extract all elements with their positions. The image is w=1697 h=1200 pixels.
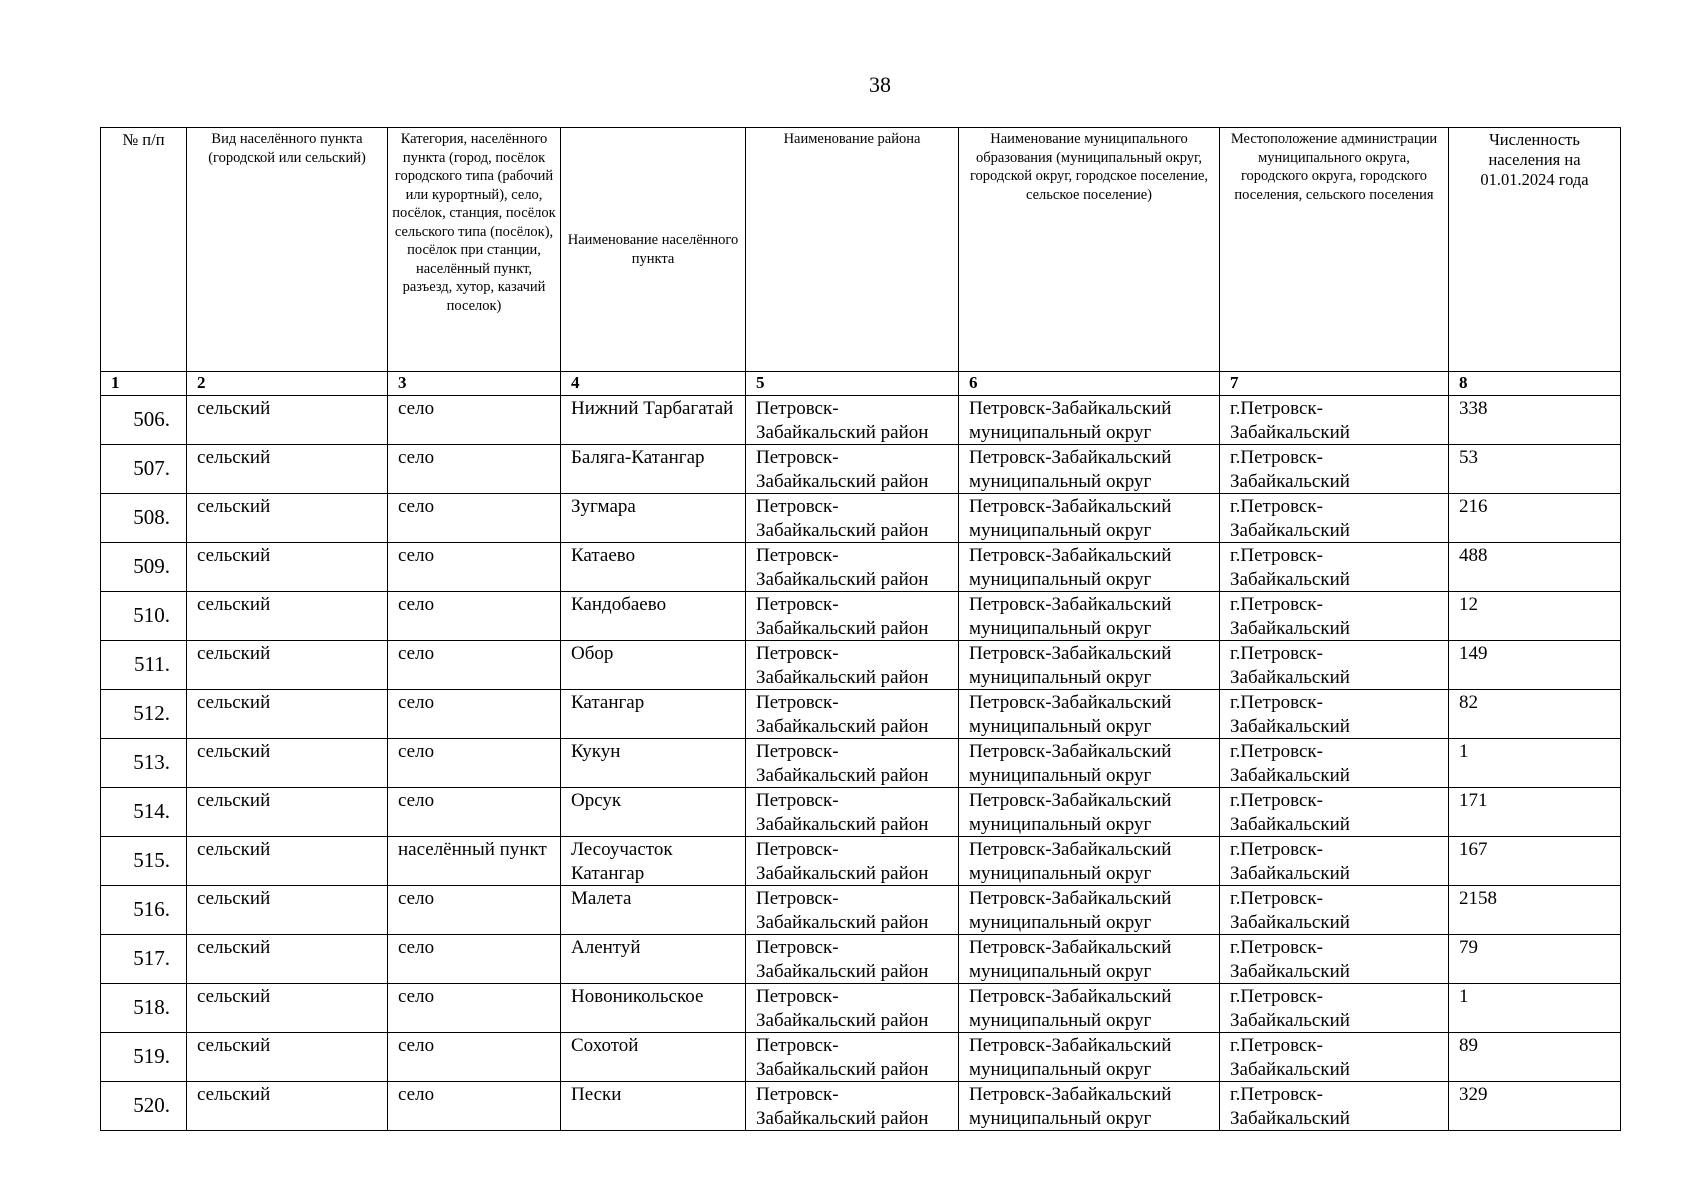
administration-location-cell: г.Петровск-Забайкальский — [1220, 886, 1449, 935]
column-numbers-row — [101, 372, 1621, 396]
table-body — [101, 396, 1621, 1131]
population-cell: 488 — [1449, 543, 1621, 592]
district-cell: Петровск-Забайкальский район — [746, 641, 959, 690]
settlement-category-cell: село — [388, 396, 561, 445]
row-number-cell: 509. — [101, 543, 187, 592]
municipality-cell: Петровск-Забайкальский муниципальный округ — [959, 641, 1220, 690]
district-cell: Петровск-Забайкальский район — [746, 592, 959, 641]
settlement-type-cell: сельский — [187, 1033, 388, 1082]
row-number-cell: 516. — [101, 886, 187, 935]
table-header — [101, 128, 1621, 396]
administration-location-cell: г.Петровск-Забайкальский — [1220, 543, 1449, 592]
district-cell: Петровск-Забайкальский район — [746, 739, 959, 788]
municipality-cell: Петровск-Забайкальский муниципальный округ — [959, 886, 1220, 935]
row-number-cell: 520. — [101, 1082, 187, 1131]
settlement-name-cell: Новоникольское — [561, 984, 746, 1033]
population-cell: 149 — [1449, 641, 1621, 690]
administration-location-cell: г.Петровск-Забайкальский — [1220, 788, 1449, 837]
settlement-type-cell: сельский — [187, 837, 388, 886]
column-number: 2 — [187, 372, 388, 396]
settlement-name-cell: Баляга-Катангар — [561, 445, 746, 494]
table-row — [101, 396, 1621, 445]
row-number-cell: 515. — [101, 837, 187, 886]
settlement-type-cell: сельский — [187, 396, 388, 445]
settlement-category-cell: село — [388, 1033, 561, 1082]
settlement-category-cell: село — [388, 592, 561, 641]
population-cell: 82 — [1449, 690, 1621, 739]
population-cell: 89 — [1449, 1033, 1621, 1082]
row-number-cell: 507. — [101, 445, 187, 494]
settlement-category-cell: село — [388, 690, 561, 739]
population-cell: 167 — [1449, 837, 1621, 886]
district-cell: Петровск-Забайкальский район — [746, 543, 959, 592]
row-number-cell: 512. — [101, 690, 187, 739]
population-cell: 329 — [1449, 1082, 1621, 1131]
settlement-name-cell: Пески — [561, 1082, 746, 1131]
administration-location-cell: г.Петровск-Забайкальский — [1220, 690, 1449, 739]
row-number-cell: 510. — [101, 592, 187, 641]
district-cell: Петровск-Забайкальский район — [746, 837, 959, 886]
settlement-category-cell: село — [388, 739, 561, 788]
column-number: 4 — [561, 372, 746, 396]
settlement-category-cell: село — [388, 445, 561, 494]
settlement-category-cell: село — [388, 1082, 561, 1131]
header-row — [101, 128, 1621, 372]
administration-location-cell: г.Петровск-Забайкальский — [1220, 494, 1449, 543]
settlement-type-cell: сельский — [187, 1082, 388, 1131]
settlement-name-cell: Орсук — [561, 788, 746, 837]
municipality-cell: Петровск-Забайкальский муниципальный округ — [959, 984, 1220, 1033]
settlement-type-cell: сельский — [187, 935, 388, 984]
administration-location-cell: г.Петровск-Забайкальский — [1220, 935, 1449, 984]
settlement-name-cell: Малета — [561, 886, 746, 935]
settlement-category-cell: село — [388, 641, 561, 690]
settlement-name-cell: Сохотой — [561, 1033, 746, 1082]
column-number: 8 — [1449, 372, 1621, 396]
administration-location-cell: г.Петровск-Забайкальский — [1220, 739, 1449, 788]
settlement-name-cell: Алентуй — [561, 935, 746, 984]
settlement-type-cell: сельский — [187, 543, 388, 592]
administration-location-cell: г.Петровск-Забайкальский — [1220, 641, 1449, 690]
settlement-name-cell: Кандобаево — [561, 592, 746, 641]
row-number-cell: 508. — [101, 494, 187, 543]
district-cell: Петровск-Забайкальский район — [746, 935, 959, 984]
settlement-category-cell: село — [388, 788, 561, 837]
settlement-type-cell: сельский — [187, 984, 388, 1033]
settlements-table — [100, 127, 1621, 1131]
settlement-name-cell: Катангар — [561, 690, 746, 739]
table-row — [101, 935, 1621, 984]
district-cell: Петровск-Забайкальский район — [746, 984, 959, 1033]
column-number: 1 — [101, 372, 187, 396]
table-row — [101, 641, 1621, 690]
administration-location-cell: г.Петровск-Забайкальский — [1220, 1082, 1449, 1131]
district-cell: Петровск-Забайкальский район — [746, 1033, 959, 1082]
row-number-cell: 519. — [101, 1033, 187, 1082]
header-settlement-type: Вид населённого пункта (городской или сельский) — [187, 128, 388, 372]
settlement-type-cell: сельский — [187, 690, 388, 739]
row-number-cell: 511. — [101, 641, 187, 690]
district-cell: Петровск-Забайкальский район — [746, 886, 959, 935]
municipality-cell: Петровск-Забайкальский муниципальный округ — [959, 837, 1220, 886]
header-settlement-name: Наименование населённого пункта — [561, 128, 746, 372]
settlement-category-cell: село — [388, 935, 561, 984]
column-number: 5 — [746, 372, 959, 396]
header-municipality-name: Наименование муниципального образования (муниципальный округ, городской округ, городское поселение, сельское поселение) — [959, 128, 1220, 372]
administration-location-cell: г.Петровск-Забайкальский — [1220, 1033, 1449, 1082]
row-number-cell: 518. — [101, 984, 187, 1033]
settlement-type-cell: сельский — [187, 788, 388, 837]
table-row — [101, 739, 1621, 788]
settlement-type-cell: сельский — [187, 886, 388, 935]
row-number-cell: 506. — [101, 396, 187, 445]
population-cell: 53 — [1449, 445, 1621, 494]
population-cell: 2158 — [1449, 886, 1621, 935]
column-number: 3 — [388, 372, 561, 396]
district-cell: Петровск-Забайкальский район — [746, 690, 959, 739]
administration-location-cell: г.Петровск-Забайкальский — [1220, 445, 1449, 494]
settlement-name-cell: Обор — [561, 641, 746, 690]
population-cell: 79 — [1449, 935, 1621, 984]
header-district-name: Наименование района — [746, 128, 959, 372]
row-number-cell: 514. — [101, 788, 187, 837]
settlement-type-cell: сельский — [187, 592, 388, 641]
row-number-cell: 517. — [101, 935, 187, 984]
municipality-cell: Петровск-Забайкальский муниципальный округ — [959, 396, 1220, 445]
administration-location-cell: г.Петровск-Забайкальский — [1220, 396, 1449, 445]
table-row — [101, 1033, 1621, 1082]
settlement-category-cell: населённый пункт — [388, 837, 561, 886]
settlement-type-cell: сельский — [187, 739, 388, 788]
column-number: 6 — [959, 372, 1220, 396]
table-row — [101, 788, 1621, 837]
header-administration-location: Местоположение администрации муниципального округа, городского округа, городского поселения, сельского поселения — [1220, 128, 1449, 372]
municipality-cell: Петровск-Забайкальский муниципальный округ — [959, 445, 1220, 494]
municipality-cell: Петровск-Забайкальский муниципальный округ — [959, 494, 1220, 543]
district-cell: Петровск-Забайкальский район — [746, 788, 959, 837]
administration-location-cell: г.Петровск-Забайкальский — [1220, 592, 1449, 641]
table-row — [101, 886, 1621, 935]
municipality-cell: Петровск-Забайкальский муниципальный округ — [959, 1082, 1220, 1131]
district-cell: Петровск-Забайкальский район — [746, 494, 959, 543]
row-number-cell: 513. — [101, 739, 187, 788]
population-cell: 171 — [1449, 788, 1621, 837]
column-number: 7 — [1220, 372, 1449, 396]
population-cell: 216 — [1449, 494, 1621, 543]
header-settlement-category: Категория, населённого пункта (город, посёлок городского типа (рабочий или курортный), село, посёлок, станция, посёлок сельского типа (посёлок), посёлок при станции, населённый пункт, разъезд, хутор, казачий поселок) — [388, 128, 561, 372]
population-cell: 1 — [1449, 739, 1621, 788]
municipality-cell: Петровск-Забайкальский муниципальный округ — [959, 1033, 1220, 1082]
administration-location-cell: г.Петровск-Забайкальский — [1220, 837, 1449, 886]
district-cell: Петровск-Забайкальский район — [746, 396, 959, 445]
table-row — [101, 445, 1621, 494]
settlement-category-cell: село — [388, 494, 561, 543]
table-row — [101, 690, 1621, 739]
table-row — [101, 592, 1621, 641]
municipality-cell: Петровск-Забайкальский муниципальный округ — [959, 935, 1220, 984]
municipality-cell: Петровск-Забайкальский муниципальный округ — [959, 788, 1220, 837]
administration-location-cell: г.Петровск-Забайкальский — [1220, 984, 1449, 1033]
settlement-type-cell: сельский — [187, 494, 388, 543]
settlement-category-cell: село — [388, 543, 561, 592]
table-row — [101, 984, 1621, 1033]
settlement-name-cell: Кукун — [561, 739, 746, 788]
municipality-cell: Петровск-Забайкальский муниципальный округ — [959, 739, 1220, 788]
settlement-name-cell: Катаево — [561, 543, 746, 592]
settlement-type-cell: сельский — [187, 445, 388, 494]
population-cell: 338 — [1449, 396, 1621, 445]
settlement-name-cell: Лесоучасток Катангар — [561, 837, 746, 886]
header-population: Численность населения на 01.01.2024 года — [1449, 128, 1621, 372]
table-row — [101, 837, 1621, 886]
population-cell: 12 — [1449, 592, 1621, 641]
settlement-category-cell: село — [388, 984, 561, 1033]
settlement-name-cell: Нижний Тарбагатай — [561, 396, 746, 445]
page-number: 38 — [869, 72, 891, 97]
table-row — [101, 1082, 1621, 1131]
district-cell: Петровск-Забайкальский район — [746, 1082, 959, 1131]
header-number: № п/п — [101, 128, 187, 372]
settlement-category-cell: село — [388, 886, 561, 935]
table-row — [101, 543, 1621, 592]
settlement-type-cell: сельский — [187, 641, 388, 690]
settlement-name-cell: Зугмара — [561, 494, 746, 543]
district-cell: Петровск-Забайкальский район — [746, 445, 959, 494]
municipality-cell: Петровск-Забайкальский муниципальный округ — [959, 592, 1220, 641]
table-row — [101, 494, 1621, 543]
municipality-cell: Петровск-Забайкальский муниципальный округ — [959, 690, 1220, 739]
municipality-cell: Петровск-Забайкальский муниципальный округ — [959, 543, 1220, 592]
population-cell: 1 — [1449, 984, 1621, 1033]
